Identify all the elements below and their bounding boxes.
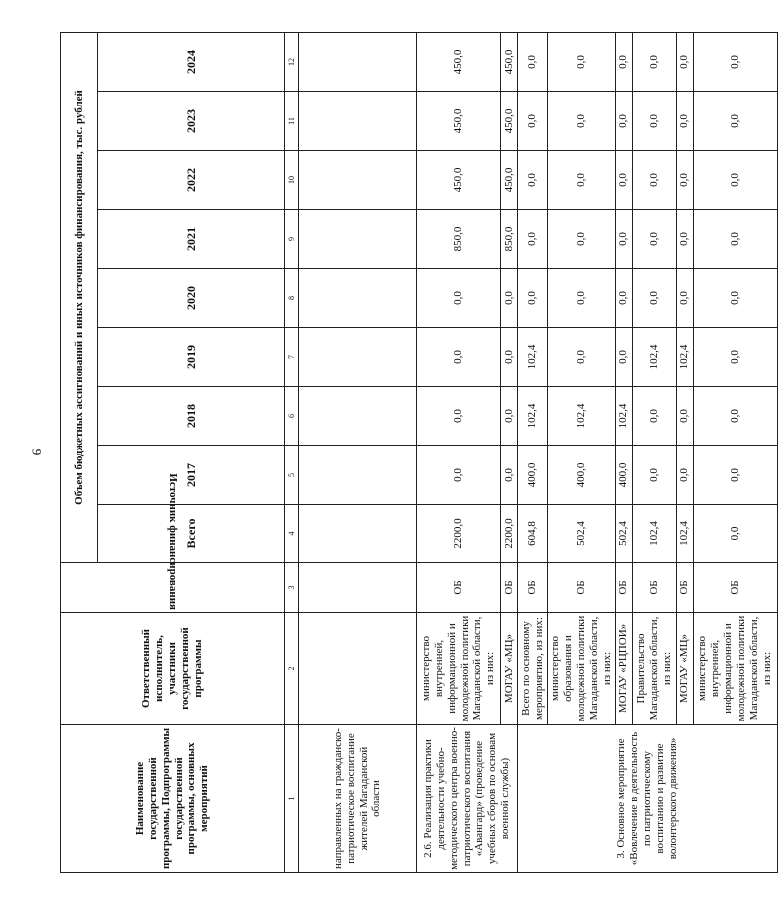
value-cell: 0,0	[518, 151, 548, 210]
value-cell: 102,4	[548, 387, 616, 446]
value-cell: 450,0	[501, 32, 518, 91]
value-cell: 2200,0	[501, 505, 518, 563]
value-cell: 0,0	[548, 92, 616, 151]
source-cell: ОБ	[518, 563, 548, 613]
value-cell: 0,0	[417, 328, 501, 387]
value-cell: 102,4	[518, 387, 548, 446]
executor-cell	[299, 613, 417, 725]
column-number: 7	[285, 328, 299, 387]
value-cell: 0,0	[548, 32, 616, 91]
value-cell: 0,0	[417, 387, 501, 446]
value-cell: 0,0	[676, 92, 693, 151]
value-cell: 450,0	[501, 92, 518, 151]
column-number: 2	[285, 613, 299, 725]
header-year: 2017	[98, 446, 285, 505]
value-cell: 0,0	[501, 446, 518, 505]
financing-table	[60, 32, 778, 873]
header-year: 2018	[98, 387, 285, 446]
column-number: 12	[285, 32, 299, 91]
header-year: 2022	[98, 151, 285, 210]
header-year: 2024	[98, 32, 285, 91]
table-row	[518, 32, 548, 872]
value-cell	[299, 210, 417, 269]
value-cell: 102,4	[676, 328, 693, 387]
value-cell: 0,0	[632, 210, 676, 269]
header-year: 2020	[98, 269, 285, 328]
source-cell: ОБ	[693, 563, 777, 613]
value-cell	[299, 446, 417, 505]
value-cell	[299, 328, 417, 387]
value-cell: 102,4	[676, 505, 693, 563]
header-total: Всего	[98, 505, 285, 563]
value-cell: 102,4	[632, 328, 676, 387]
header-executor: Ответственный исполнитель, участники государственной программы	[61, 613, 285, 725]
executor-cell: МОГАУ «МЦ»	[676, 613, 693, 725]
value-cell: 0,0	[548, 328, 616, 387]
value-cell: 0,0	[417, 269, 501, 328]
value-cell: 0,0	[676, 446, 693, 505]
header-name: Наименование государственной программы, Подпрограммы государственной программы, основных мероприятий	[61, 725, 285, 873]
source-cell: ОБ	[417, 563, 501, 613]
value-cell: 0,0	[693, 446, 777, 505]
value-cell: 502,4	[615, 505, 632, 563]
header-year: 2019	[98, 328, 285, 387]
value-cell: 0,0	[501, 328, 518, 387]
value-cell	[299, 92, 417, 151]
value-cell: 0,0	[501, 269, 518, 328]
value-cell: 0,0	[548, 151, 616, 210]
column-number-row	[285, 32, 299, 872]
column-number: 6	[285, 387, 299, 446]
value-cell: 0,0	[693, 151, 777, 210]
column-number: 1	[285, 725, 299, 873]
value-cell: 0,0	[615, 151, 632, 210]
column-number: 5	[285, 446, 299, 505]
value-cell: 0,0	[417, 446, 501, 505]
source-cell: ОБ	[632, 563, 676, 613]
value-cell: 0,0	[632, 269, 676, 328]
value-cell: 450,0	[417, 92, 501, 151]
value-cell: 850,0	[501, 210, 518, 269]
source-cell: ОБ	[615, 563, 632, 613]
source-cell: ОБ	[548, 563, 616, 613]
value-cell: 400,0	[615, 446, 632, 505]
page-number: 9	[29, 448, 45, 456]
column-number: 3	[285, 563, 299, 613]
value-cell	[299, 269, 417, 328]
value-cell: 0,0	[548, 269, 616, 328]
table-row	[417, 32, 501, 872]
executor-cell: министерство внутренней, информационной и молодежной политики Магаданской области, из них:	[693, 613, 777, 725]
activity-name-cell: 2.6. Реализация практики деятельности учебно-методического центра военно-патриотического воспитания «Авангард» (проведение учебных сборов по основам военной службы)	[417, 725, 518, 873]
activity-name-cell: 3. Основное мероприятие «Вовлечение в деятельность по патриотическому воспитанию и развитие волонтерского движения»	[518, 725, 778, 873]
value-cell	[299, 387, 417, 446]
value-cell: 0,0	[501, 387, 518, 446]
value-cell: 0,0	[548, 210, 616, 269]
activity-name-cell: направленных на гражданско-патриотическое воспитание жителей Магаданской области	[299, 725, 417, 873]
value-cell: 0,0	[518, 210, 548, 269]
header-source-label: Источник финансирования	[166, 473, 179, 610]
value-cell: 0,0	[676, 32, 693, 91]
value-cell: 0,0	[632, 151, 676, 210]
source-cell: ОБ	[501, 563, 518, 613]
column-number: 11	[285, 92, 299, 151]
executor-cell: Правительство Магаданской области, из них:	[632, 613, 676, 725]
value-cell: 0,0	[518, 269, 548, 328]
value-cell: 0,0	[518, 92, 548, 151]
column-number: 8	[285, 269, 299, 328]
value-cell: 604,8	[518, 505, 548, 563]
value-cell: 102,4	[632, 505, 676, 563]
column-number: 10	[285, 151, 299, 210]
value-cell: 450,0	[501, 151, 518, 210]
value-cell: 0,0	[693, 210, 777, 269]
value-cell: 450,0	[417, 151, 501, 210]
executor-cell: министерство образования и молодежной политики Магаданской области, из них:	[548, 613, 616, 725]
value-cell: 0,0	[676, 387, 693, 446]
value-cell: 0,0	[632, 92, 676, 151]
value-cell: 0,0	[615, 210, 632, 269]
value-cell: 0,0	[693, 32, 777, 91]
executor-cell: МОГАУ «МЦ»	[501, 613, 518, 725]
value-cell: 400,0	[518, 446, 548, 505]
value-cell: 0,0	[615, 32, 632, 91]
value-cell: 0,0	[676, 210, 693, 269]
value-cell: 400,0	[548, 446, 616, 505]
header-volume: Объем бюджетных ассигнований и иных источников финансирования, тыс. рублей	[61, 32, 98, 562]
value-cell: 0,0	[615, 269, 632, 328]
value-cell: 0,0	[693, 387, 777, 446]
value-cell	[299, 505, 417, 563]
value-cell: 0,0	[518, 32, 548, 91]
value-cell: 0,0	[632, 32, 676, 91]
value-cell: 102,4	[518, 328, 548, 387]
table-row	[299, 32, 417, 872]
value-cell: 0,0	[676, 151, 693, 210]
value-cell: 0,0	[693, 92, 777, 151]
executor-cell: Всего по основному мероприятию, из них:	[518, 613, 548, 725]
executor-cell: министерство внутренней, информационной и молодежной политики Магаданской области, из них:	[417, 613, 501, 725]
value-cell: 0,0	[615, 328, 632, 387]
column-number: 4	[285, 505, 299, 563]
header-year: 2021	[98, 210, 285, 269]
value-cell: 0,0	[693, 505, 777, 563]
rotated-table-sheet	[60, 33, 774, 873]
executor-cell: МОГАУ «РЦПОИ»	[615, 613, 632, 725]
value-cell: 0,0	[632, 387, 676, 446]
value-cell: 2200,0	[417, 505, 501, 563]
header-year: 2023	[98, 92, 285, 151]
column-number: 9	[285, 210, 299, 269]
value-cell: 0,0	[615, 92, 632, 151]
value-cell: 0,0	[693, 328, 777, 387]
source-cell: ОБ	[676, 563, 693, 613]
value-cell: 0,0	[632, 446, 676, 505]
source-cell	[299, 563, 417, 613]
value-cell: 0,0	[693, 269, 777, 328]
value-cell: 850,0	[417, 210, 501, 269]
value-cell: 450,0	[417, 32, 501, 91]
value-cell	[299, 32, 417, 91]
value-cell: 502,4	[548, 505, 616, 563]
value-cell: 0,0	[676, 269, 693, 328]
value-cell: 102,4	[615, 387, 632, 446]
value-cell	[299, 151, 417, 210]
